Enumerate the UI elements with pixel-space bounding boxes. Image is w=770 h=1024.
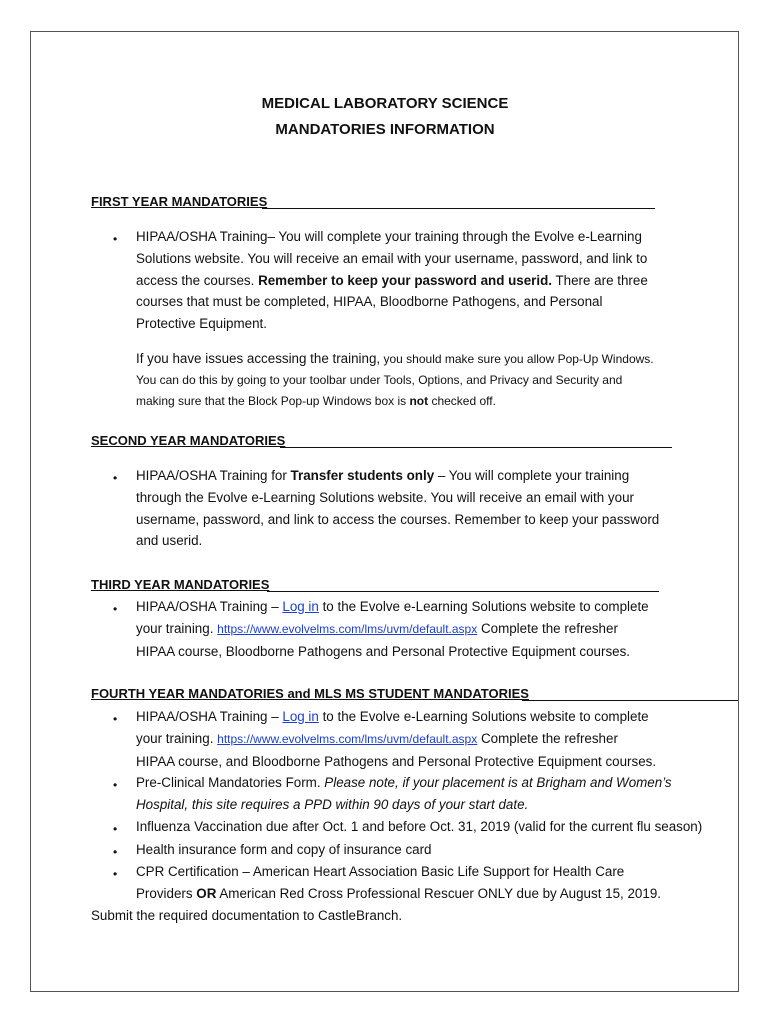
bullet-icon: •	[113, 845, 118, 859]
bullet-icon: •	[113, 778, 118, 792]
bullet-icon: •	[113, 822, 118, 836]
fourth-year-bullet-3: Influenza Vaccination due after Oct. 1 and before Oct. 31, 2019 (valid for the current flu season)	[136, 819, 703, 834]
submission-instruction: Submit the required documentation to CastleBranch.	[91, 908, 403, 923]
evolve-url-link[interactable]: https://www.evolvelms.com/lms/uvm/default.aspx	[217, 731, 478, 746]
bullet-icon: •	[113, 602, 118, 616]
second-year-heading-rule	[280, 447, 672, 448]
log-in-link[interactable]: Log in	[282, 709, 319, 724]
third-year-bullet-1: HIPAA/OSHA Training – Log in to the Evolve e-Learning Solutions website to complete your training. https://www.evolvelms.com/lms/uvm/default.aspx Complete the refresher HIPAA course, Bloodborne Pathogens and Personal Protective Equipment courses.	[136, 599, 649, 659]
fourth-year-heading: FOURTH YEAR MANDATORIES and MLS MS STUDENT MANDATORIES	[91, 686, 529, 701]
bullet-icon: •	[113, 471, 118, 485]
doc-title-line2: MANDATORIES INFORMATION	[275, 121, 495, 138]
evolve-url-link[interactable]: https://www.evolvelms.com/lms/uvm/default.aspx	[217, 621, 478, 636]
bullet-icon: •	[113, 867, 118, 881]
fourth-year-heading-rule	[522, 700, 738, 701]
fourth-year-bullet-1: HIPAA/OSHA Training – Log in to the Evolve e-Learning Solutions website to complete your training. https://www.evolvelms.com/lms/uvm/default.aspx Complete the refresher HIPAA course, and Bloodborne Pathogens and Personal Protective Equipment courses.	[136, 709, 657, 769]
log-in-link[interactable]: Log in	[282, 599, 319, 614]
third-year-heading: THIRD YEAR MANDATORIES	[91, 577, 270, 592]
fourth-year-bullet-4: Health insurance form and copy of insurance card	[136, 842, 432, 857]
bullet-icon: •	[113, 712, 118, 726]
third-year-heading-rule	[267, 591, 659, 592]
first-year-heading-rule	[262, 208, 655, 209]
second-year-bullet-1: HIPAA/OSHA Training for Transfer students only – You will complete your training through the Evolve e-Learning Solutions website. You will receive an email with your username, password, and link to access the courses. Remember to keep your password and userid.	[136, 468, 660, 549]
first-year-bullet-1: HIPAA/OSHA Training– You will complete your training through the Evolve e-Learning Solutions website. You will receive an email with your username, password, and link to access the courses. Remember to keep your password and userid. There are three courses that must be completed, HIPAA, Bloodborne Pathogens, and Personal Protective Equipment.	[136, 229, 648, 332]
fourth-year-bullet-5: CPR Certification – American Heart Association Basic Life Support for Health Care Providers OR American Red Cross Professional Rescuer ONLY due by August 15, 2019.	[136, 864, 661, 901]
first-year-popup-note: If you have issues accessing the training, you should make sure you allow Pop-Up Windows. You can do this by going to your toolbar under Tools, Options, and Privacy and Security and making sure that the Block Pop-up Windows box is not checked off.	[136, 351, 654, 408]
bullet-icon: •	[113, 232, 118, 246]
doc-title-line1: MEDICAL LABORATORY SCIENCE	[261, 95, 509, 112]
fourth-year-bullet-2: Pre-Clinical Mandatories Form. Please note, if your placement is at Brigham and Women’s Hospital, this site requires a PPD within 90 days of your start date.	[136, 775, 672, 812]
first-year-heading: FIRST YEAR MANDATORIES	[91, 194, 268, 209]
second-year-heading: SECOND YEAR MANDATORIES	[91, 433, 286, 448]
